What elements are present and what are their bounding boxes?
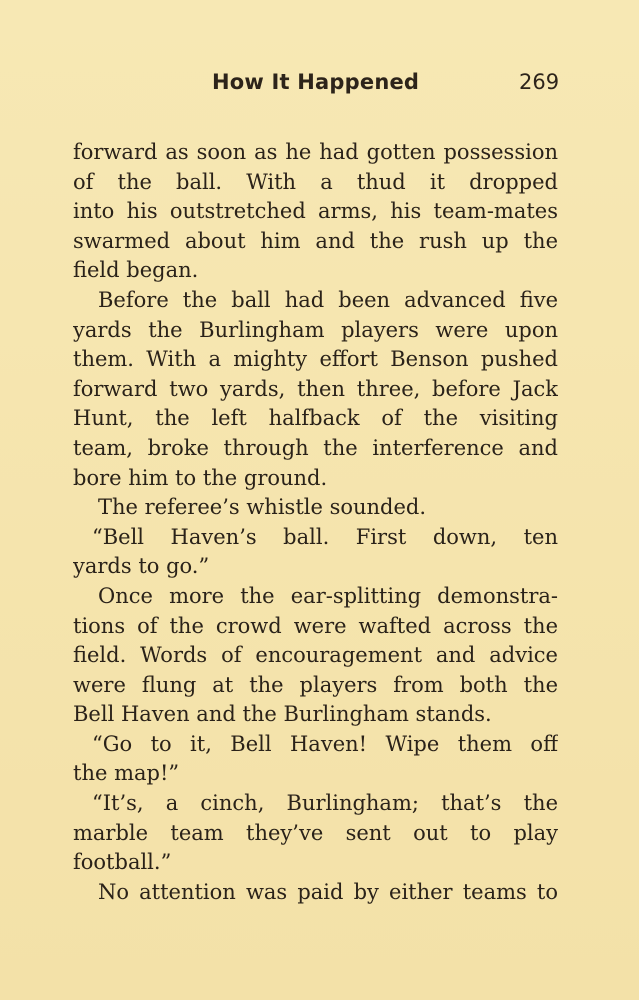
text-line: football.”: [73, 850, 172, 875]
text-line: the map!”: [73, 761, 180, 786]
text-line: forward two yards, then three, before Jack: [73, 376, 558, 401]
text-line: No attention was paid by either teams to: [98, 879, 558, 904]
text-line: team, broke through the interference and: [73, 435, 558, 460]
text-line: field began.: [73, 258, 199, 283]
text-line: “Bell Haven’s ball. First down, ten: [92, 524, 558, 549]
chapter-title: How It Happened: [212, 70, 420, 94]
running-head: [0, 70, 639, 104]
text-line: marble team they’ve sent out to play: [73, 820, 558, 845]
text-line: The referee’s whistle sounded.: [98, 495, 427, 520]
text-line: were flung at the players from both the: [73, 672, 558, 697]
text-line: Once more the ear-splitting demonstra-: [98, 583, 558, 608]
text-line: them. With a mighty effort Benson pushed: [73, 347, 558, 372]
text-line: yards to go.”: [73, 554, 210, 579]
text-line: Bell Haven and the Burlingham stands.: [73, 702, 492, 727]
text-line: yards the Burlingham players were upon: [73, 317, 558, 342]
body-text: [73, 138, 558, 907]
text-line: Hunt, the left halfback of the visiting: [73, 406, 558, 431]
text-line: swarmed about him and the rush up the: [73, 228, 558, 253]
text-line: “It’s, a cinch, Burlingham; that’s the: [92, 791, 558, 816]
page-number: 269: [519, 70, 560, 94]
text-line: of the ball. With a thud it dropped: [73, 169, 558, 194]
text-line: tions of the crowd were wafted across the: [73, 613, 558, 638]
text-line: bore him to the ground.: [73, 465, 328, 490]
text-line: forward as soon as he had gotten possession: [73, 140, 558, 164]
text-line: into his outstretched arms, his team-mates: [73, 199, 558, 224]
text-line: Before the ball had been advanced five: [98, 287, 558, 312]
text-line: field. Words of encouragement and advice: [73, 643, 558, 668]
text-line: “Go to it, Bell Haven! Wipe them off: [92, 731, 558, 756]
